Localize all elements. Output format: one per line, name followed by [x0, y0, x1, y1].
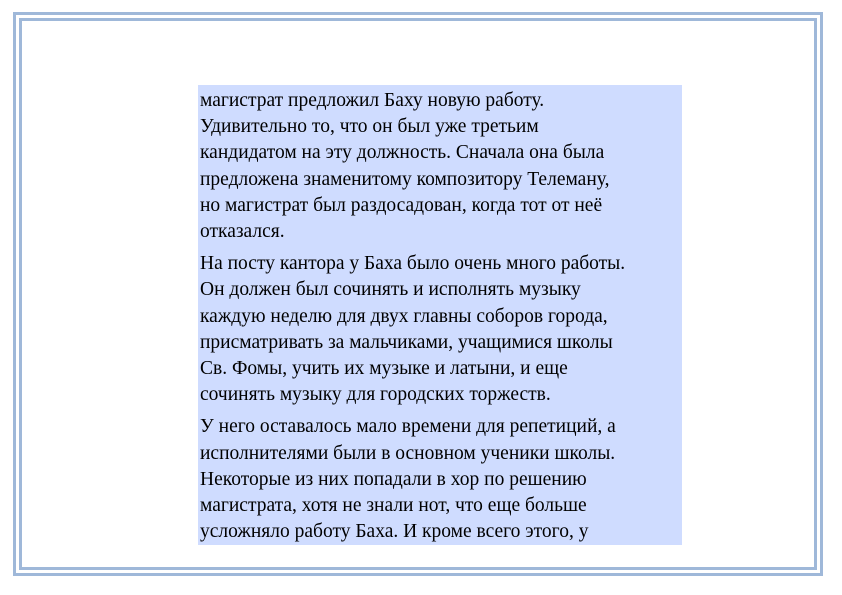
text-line: усложняло работу Баха. И кроме всего этого, у: [200, 521, 589, 543]
text-line: присматривать за мальчиками, учащимися школы: [200, 331, 613, 353]
text-line: магистрата, хотя не знали нот, что еще больше: [200, 495, 587, 517]
text-line: сочинять музыку для городских торжеств.: [200, 384, 551, 406]
text-line: Удивительно то, что он был уже третьим: [200, 116, 539, 138]
text-line: Он должен был сочинять и исполнять музыку: [200, 279, 581, 301]
text-line: магистрат предложил Баху новую работу.: [200, 90, 545, 111]
text-line: Св. Фомы, учить их музыке и латыни, и еще: [200, 358, 568, 380]
text-line: Некоторые из них попадали в хор по решению: [200, 468, 587, 490]
text-line: каждую неделю для двух главны соборов города,: [200, 305, 608, 327]
paragraph-1: [200, 88, 680, 245]
paragraph-3: [200, 414, 680, 545]
text-line: предложена знаменитому композитору Телеману,: [200, 168, 610, 190]
text-line: У него оставалось мало времени для репетиций, а: [200, 416, 616, 438]
text-line: кандидатом на эту должность. Сначала она была: [200, 142, 605, 164]
text-block: [198, 85, 682, 545]
text-line: но магистрат был раздосадован, когда тот от неё: [200, 194, 603, 216]
text-line: На посту кантора у Баха было очень много работы.: [200, 253, 626, 275]
text-line: отказался.: [200, 221, 285, 243]
paragraph-2: [200, 251, 680, 408]
text-line: исполнителями были в основном ученики школы.: [200, 442, 616, 464]
